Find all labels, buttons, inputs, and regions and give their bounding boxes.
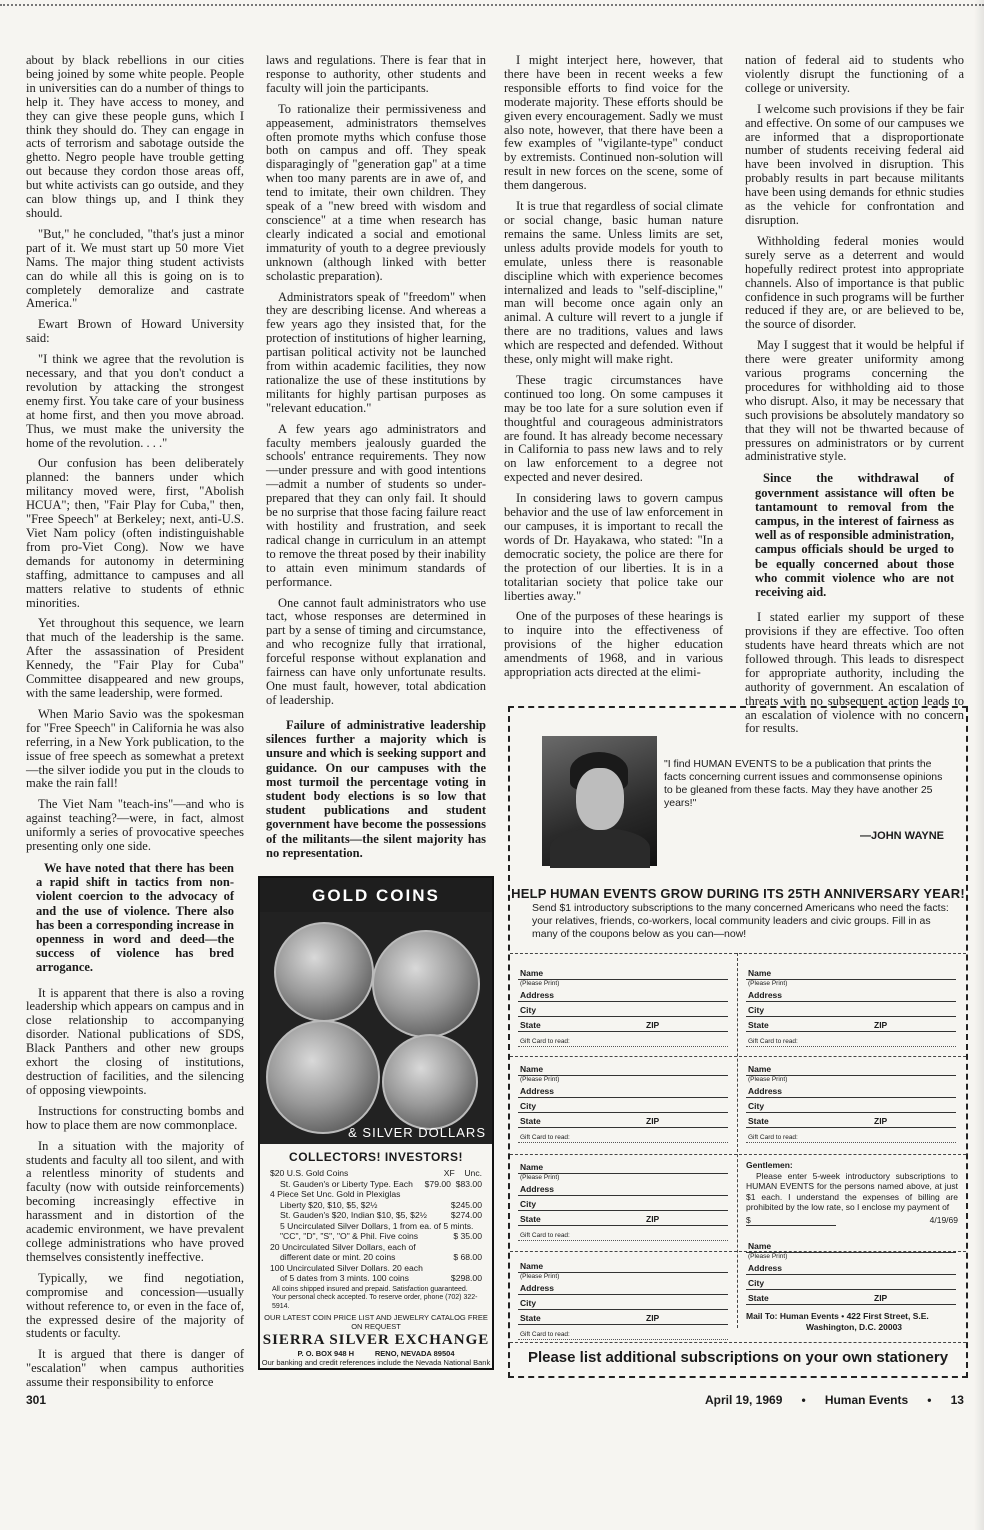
name-label: Name [520, 1261, 544, 1271]
price-label: "CC", "D", "S", "O" & Phil. Five coins [280, 1231, 419, 1241]
gift-card-field[interactable] [518, 1228, 728, 1241]
subscription-coupon [508, 706, 968, 1378]
price-label: 100 Uncirculated Silver Dollars. 20 each [270, 1262, 423, 1273]
coin-icon [372, 930, 480, 1038]
price-value: $79.00 $83.00 [424, 1178, 482, 1189]
coupon-divider [510, 953, 966, 954]
city-label: City [520, 1298, 537, 1308]
state-field[interactable] [518, 1114, 728, 1128]
price-line [260, 1242, 492, 1253]
mail-to-line: Mail To: Human Events • 422 First Street, S.E. [746, 1311, 929, 1321]
payment-amount-field[interactable]: $ [746, 1215, 836, 1227]
price-value: $298.00 [450, 1273, 482, 1283]
address-label: Address [748, 1263, 783, 1273]
paragraph: laws and regulations. There is fear that in response to authority, other students and faculty will join the participants. [266, 53, 486, 95]
paragraph: nation of federal aid to students who violently disrupt the functioning of a college or university. [745, 53, 964, 95]
please-print-label: (Please Print) [748, 980, 788, 987]
running-footer [705, 1393, 964, 1407]
paragraph: Ewart Brown of Howard University said: [26, 317, 244, 346]
ad-address: P. O. BOX 948 H RENO, NEVADA 89504 [297, 1349, 455, 1358]
price-line [260, 1168, 492, 1179]
page-number: 301 [26, 1393, 47, 1407]
ad-company: SIERRA SILVER EXCHANGE [262, 1332, 490, 1348]
ad-subtitle: & SILVER DOLLARS [348, 1125, 486, 1140]
testimonial-quote: "I find HUMAN EVENTS to be a publication that prints the facts concerning current issues and commonsense opinions to be gleaned from these facts. May they have another 25 years!" [664, 758, 943, 809]
photo-shoulders [550, 828, 650, 868]
city-field[interactable] [518, 1296, 728, 1310]
column-2-pullquote [266, 718, 486, 860]
state-field[interactable] [518, 1018, 728, 1032]
paragraph: I stated earlier my support of these provisions if they are effective. Too often students have heard threats which are not followed through. This leads to disrespect for appropriate authority, including the authority of government. An escalation of threats with no subsequent action leads to an escalation of violence with no concern for results. [745, 610, 964, 736]
price-line [260, 1231, 492, 1242]
city-field[interactable] [518, 1099, 728, 1113]
testimonial-author: —JOHN WAYNE [860, 830, 944, 842]
ad-fineprint: All coins shipped insured and prepaid. Satisfaction guaranteed. Your personal check accepted. To reserve order, phone (702) 322-5914. [272, 1285, 478, 1310]
zip-label: ZIP [874, 1293, 888, 1303]
address-label: Address [748, 990, 783, 1000]
coins-photo [260, 912, 492, 1144]
please-print-label: (Please Print) [748, 1253, 788, 1260]
paragraph: It is true that regardless of social climate or social change, basic human nature remains the same. Unless limits are set, unless adults provide models for youth to emulate, unless there is reasonable discipline which with experience becomes internalized and leads to "self-discipline," man will become once again only an animal. A culture will revert to a jungle if there are no traditions, values and laws which are respected and defended. Without these, only might will make right. [504, 199, 723, 367]
subscription-form [518, 1259, 728, 1340]
column-3 [504, 54, 723, 687]
address-field[interactable] [746, 1084, 956, 1098]
paragraph: about by black rebellions in our cities being joined by some white people. People in universities can do a number of things to help it. They have access to money, and they can give these people guns, which I think they should do. They can engage in acts of terrorism and sabotage outside the ghetto. Negro people have trouble getting out because they cordon those areas off, but white activists can go outside, and they can blow things up, and I think they should. [26, 53, 244, 220]
coupon-headline: HELP HUMAN EVENTS GROW DURING ITS 25TH ANNIVERSARY YEAR! [511, 886, 965, 901]
coin-icon [382, 1034, 478, 1130]
gift-card-label: Gift Card to read: [520, 1232, 570, 1239]
gift-card-label: Gift Card to read: [520, 1134, 570, 1141]
name-label: Name [520, 1162, 544, 1172]
address-field[interactable] [518, 988, 728, 1002]
paragraph: Administrators speak of "freedom" when they are describing license. And whereas a few years ago they insisted that, for the protection of institutions of higher learning, partisan political activity not be launched from within academic facilities, they now rationalize the use of these institutions by militants for highly partisan purposes as "relevant education." [266, 289, 486, 415]
subscription-form [746, 966, 956, 1047]
paragraph: One cannot fault administrators who use tact, whose responses are determined in part by a sense of timing and circumstance, and who recognize fully that irrational, forceful response without explanation and fairness can have only unfortunate results. One must fault, however, total abdication of leadership. [266, 595, 486, 707]
state-label: State [748, 1116, 769, 1126]
payment-row [746, 1215, 958, 1227]
coupon-divider [510, 1342, 966, 1343]
column-2 [266, 54, 486, 715]
please-print-label: (Please Print) [520, 1273, 560, 1280]
gold-coins-advertisement [258, 876, 494, 1370]
subscription-form [518, 1062, 728, 1143]
state-label: State [520, 1116, 541, 1126]
right-page-number: 13 [950, 1393, 964, 1407]
price-value: $274.00 [450, 1210, 482, 1220]
ad-catalog: OUR LATEST COIN PRICE LIST AND JEWELRY CATALOG FREE ON REQUEST [264, 1313, 488, 1331]
please-print-label: (Please Print) [520, 1076, 560, 1083]
state-field[interactable] [746, 1114, 956, 1128]
price-value: $ 35.00 [453, 1231, 482, 1241]
paragraph: A few years ago administrators and faculty members jealously guarded the schools' entrance requirements. They now—under pressure and with good intentions—admit a number of students so under-prepared that they can only fail. It should be no surprise that those facing failure react with hostility and frustration, and seek radical change in curriculum in an attempt to remove the threat posed by their inability to attain even minimum standards of performance. [266, 421, 486, 589]
paragraph: Instructions for constructing bombs and how to place them are now commonplace. [26, 1103, 244, 1132]
ad-bank: Our banking and credit references include the Nevada National Bank [261, 1358, 491, 1367]
gift-card-label: Gift Card to read: [748, 1038, 798, 1045]
coupon-divider [510, 1154, 966, 1155]
gift-card-field[interactable] [518, 1327, 728, 1340]
page-edge-shadow [974, 0, 984, 1530]
top-rule [0, 4, 984, 6]
please-print-label: (Please Print) [520, 980, 560, 987]
please-print-label: (Please Print) [748, 1076, 788, 1083]
state-field[interactable] [746, 1291, 956, 1305]
price-label: of 5 dates from 3 mints. 100 coins [280, 1273, 409, 1283]
state-field[interactable] [518, 1212, 728, 1226]
name-field[interactable] [746, 966, 956, 980]
price-label: St. Gauden's $20, Indian $10, $5, $2½ [280, 1210, 427, 1220]
name-label: Name [520, 968, 544, 978]
address-label: Address [748, 1086, 783, 1096]
zip-label: ZIP [874, 1116, 888, 1126]
state-label: State [520, 1020, 541, 1030]
coupon-subhead: Send $1 introductory subscriptions to the many concerned Americans who need the facts: your relatives, friends, co-workers, local community leaders and civic groups. Fill in as many of the coupons below as you can—now! [532, 902, 949, 940]
price-value: XF Unc. [443, 1168, 482, 1178]
bullet: • [801, 1393, 806, 1407]
paragraph: "I think we agree that the revolution is necessary, and that you don't conduct a revolution by attacking the strongest enemy first. You take care of your business at home first, and then you move abroad. Thus, we must make the university the home of the revolution. . . ." [26, 352, 244, 450]
zip-label: ZIP [874, 1020, 888, 1030]
price-value: $ 68.00 [453, 1252, 482, 1262]
address-field[interactable] [746, 988, 956, 1002]
order-note [746, 1160, 958, 1226]
paragraph: Yet throughout this sequence, we learn that much of the leadership is the same. After the assassination of President Kennedy, the "Fair Play for Cuba" Committee disappeared and new groups, with the same leadership, were formed. [26, 616, 244, 700]
state-label: State [748, 1293, 769, 1303]
coin-icon [266, 1020, 380, 1134]
coupon-divider-vertical [737, 953, 738, 1328]
subscription-form [746, 1062, 956, 1143]
price-label: different date or mint. 20 coins [280, 1252, 396, 1262]
city-field[interactable] [518, 1197, 728, 1211]
price-line [260, 1273, 492, 1284]
price-value: $245.00 [450, 1199, 482, 1210]
paragraph: The Viet Nam "teach-ins"—and who is against teaching?—were, in fact, almost uniformly a series of provocative speeches presenting only one side. [26, 797, 244, 854]
address-label: Address [520, 1086, 555, 1096]
state-label: State [520, 1214, 541, 1224]
address-label: Address [520, 1283, 555, 1293]
city-field[interactable] [746, 1099, 956, 1113]
gift-card-field[interactable] [746, 1130, 956, 1143]
city-label: City [520, 1199, 537, 1209]
city-label: City [748, 1278, 765, 1288]
state-label: State [520, 1313, 541, 1323]
paragraph: In a situation with the majority of students and faculty all too silent, and with a relentless minority of students and faculty (now with outside reinforcements) becoming increasingly effective in harassment and in distortion of the academic environment, we have prevalent college administrations who have proved themselves consistently ineffective. [26, 1138, 244, 1264]
subscription-form [746, 1239, 956, 1306]
zip-label: ZIP [646, 1116, 660, 1126]
price-label: 20 Uncirculated Silver Dollars, each of [270, 1241, 416, 1252]
subscription-form [518, 1160, 728, 1241]
city-field[interactable] [518, 1003, 728, 1017]
price-list [260, 1168, 492, 1284]
gift-card-label: Gift Card to read: [520, 1038, 570, 1045]
name-label: Name [520, 1064, 544, 1074]
column-4 [745, 54, 964, 743]
paragraph: One of the purposes of these hearings is to inquire into the effectiveness of provisions of the higher education amendments of 1968, and in various appropriation acts directed at the elimi- [504, 609, 723, 680]
please-print-label: (Please Print) [520, 1174, 560, 1181]
mail-to-city: Washington, D.C. 20003 [806, 1322, 903, 1332]
name-field[interactable] [518, 1160, 728, 1174]
paragraph: I welcome such provisions if they be fair and effective. On some of our campuses we are informed that a disproportionate number of students receiving federal aid have been involved in disruption. This probably results in part because militants have been using demands for ethnic studies as the vehicle for confrontation and disruption. [745, 101, 964, 227]
name-field[interactable] [518, 1062, 728, 1076]
city-label: City [748, 1101, 765, 1111]
price-label: 5 Uncirculated Silver Dollars, 1 from ea. of 5 mints. [280, 1220, 474, 1231]
paragraph: Typically, we find negotiation, compromise and concession—usually without reference to, or even in the face of, the expressed desire of the majority of students or faculty. [26, 1270, 244, 1341]
ad-title: GOLD COINS [260, 878, 492, 912]
name-field[interactable] [518, 966, 728, 980]
name-field[interactable] [746, 1062, 956, 1076]
city-label: City [748, 1005, 765, 1015]
address-label: Address [520, 1184, 555, 1194]
pull-quote: We have noted that there has been a rapid shift in tactics from non-violent coercion to the advocacy of and the use of violence. There also has been a corresponding increase in openness in word and deed—the success of violence has bred arrogance. [36, 860, 234, 975]
state-field[interactable] [746, 1018, 956, 1032]
name-label: Name [748, 1241, 772, 1251]
city-field[interactable] [746, 1276, 956, 1290]
photo-face [576, 768, 624, 830]
address-field[interactable] [518, 1084, 728, 1098]
paragraph: When Mario Savio was the spokesman for "Free Speech" in California he was also referring, in a New York publication, to the issue of free speech as somewhat a pretext—the silver iodide you put in the clouds to make the rain fall! [26, 706, 244, 791]
paragraph: To rationalize their permissiveness and appeasement, administrators themselves often promote myths which confuse those both on campus and off. They speak disparagingly of "generation gap" at a time when too many parents are in awe of, and tend to imitate, their own children. They speak of a "new breed with wisdom and conscience" at a time when research has clearly indicated a social and emotional immaturity of youth to a degree previously unknown (although linked with better scholastic preparation). [266, 101, 486, 283]
bullet: • [927, 1393, 932, 1407]
subscription-form [518, 966, 728, 1047]
price-line [260, 1252, 492, 1263]
name-label: Name [748, 968, 772, 978]
paragraph: I might interject here, however, that there have been in recent weeks a few responsible efforts to find voice for the moderate majority. These efforts should be given every encouragement. Sadly we must also note, however, that there have been a few examples of "vigilante-type" conduct by extremists. Continued non-solution will result in new forces on the scene, some of them dangerous. [504, 53, 723, 193]
address-field[interactable] [746, 1261, 956, 1275]
paragraph: It is apparent that there is also a roving leadership which appears on campus and in close relationship to accompanying disorder. National publications of SDS, Black Panthers and other new groups exhort the closing of institutions, destruction of facilities, and the silencing of opposing viewpoints. [26, 985, 244, 1097]
price-line [260, 1221, 492, 1232]
city-field[interactable] [746, 1003, 956, 1017]
price-line [260, 1263, 492, 1274]
paragraph: It is argued that there is danger of "escalation" when campus authorities assume their responsibility to enforce [26, 1347, 244, 1390]
pull-quote: Since the withdrawal of government assistance will often be tantamount to removal from the campus, in the interest of fairness as well as of responsible administration, campus officials should be urged to be equally concerned about those who commit violence who are not receiving aid. [755, 471, 954, 599]
state-label: State [748, 1020, 769, 1030]
price-line [260, 1200, 492, 1211]
mail-to-address [746, 1311, 958, 1333]
order-text: Please enter 5-week introductory subscriptions to HUMAN EVENTS for the persons named above, at just $1 each. I understand the expenses of billing are prohibited by the low rate, so I enclose my payment of [746, 1170, 958, 1212]
paragraph: "But," he concluded, "that's just a minor part of it. We must start up 50 more Viet Nams. The major thing student activists can do while all this is going on is to completely demoralize and castrate America." [26, 226, 244, 311]
john-wayne-photo [542, 736, 657, 866]
name-field[interactable] [746, 1239, 956, 1253]
order-date: 4/19/69 [929, 1214, 958, 1225]
gift-card-label: Gift Card to read: [748, 1134, 798, 1141]
price-line [260, 1179, 492, 1190]
name-field[interactable] [518, 1259, 728, 1273]
zip-label: ZIP [646, 1020, 660, 1030]
price-label: 4 Piece Set Unc. Gold in Plexiglas [270, 1189, 401, 1199]
price-label: $20 U.S. Gold Coins [270, 1168, 349, 1178]
zip-label: ZIP [646, 1313, 660, 1323]
address-label: Address [520, 990, 555, 1000]
column-1 [26, 54, 244, 1397]
coupon-footer: Please list additional subscriptions on your own stationery [527, 1349, 949, 1366]
paragraph: In considering laws to govern campus behavior and the use of law enforcement in our campuses, it is important to recall the words of Dr. Hayakawa, who stated: "In a democratic society, the police are there for the protection of our liberties. It is in a totalitarian society that police take our liberties away." [504, 491, 723, 603]
publication-name: Human Events [824, 1393, 909, 1407]
coupon-divider [510, 1056, 966, 1057]
zip-label: ZIP [646, 1214, 660, 1224]
state-field[interactable] [518, 1311, 728, 1325]
pull-quote: Failure of administrative leadership silences further a majority which is unsure and which is seeking support and guidance. On our campuses with the most turmoil the percentage voting in student body elections is so low that student publications and student government have become the possessions of the militants—the silent majority has no representation. [266, 718, 486, 860]
paragraph: These tragic circumstances have continued too long. On some campuses it may be too late for a sure solution even if thoughtful and courageous administrators are found. It has already become necessary in California to pass new laws and to rely on law enforcement to a degree not expected and never desired. [504, 372, 723, 485]
coin-icon [274, 922, 374, 1022]
city-label: City [520, 1101, 537, 1111]
order-greeting: Gentlemen: [746, 1160, 793, 1170]
address-field[interactable] [518, 1182, 728, 1196]
price-label: Liberty $20, $10, $5, $2½ [280, 1199, 378, 1210]
ad-collectors-heading: COLLECTORS! INVESTORS! [289, 1150, 463, 1164]
gift-card-field[interactable] [518, 1034, 728, 1047]
paragraph: Withholding federal monies would surely serve as a deterrent and would hopefully redirect protest into appropriate channels. Also of importance is that public confidence in such programs will be further reduced if they are, or are believed to be, the source of disorder. [745, 233, 964, 332]
price-line [260, 1189, 492, 1200]
price-label: St. Gauden's or Liberty Type. Each [280, 1178, 413, 1189]
name-label: Name [748, 1064, 772, 1074]
gift-card-label: Gift Card to read: [520, 1331, 570, 1338]
address-field[interactable] [518, 1281, 728, 1295]
paragraph: May I suggest that it would be helpful if there were greater uniformity among various programs concerning the procedures for withholding aid to those who disrupt. Also, it may be necessary that such provisions be absolutely mandatory so that they will not be thwarted because of pressures on administrators or by current administrative style. [745, 338, 964, 464]
gift-card-field[interactable] [518, 1130, 728, 1143]
issue-date: April 19, 1969 [705, 1393, 783, 1407]
price-line [260, 1210, 492, 1221]
gift-card-field[interactable] [746, 1034, 956, 1047]
city-label: City [520, 1005, 537, 1015]
paragraph: Our confusion has been deliberately planned: the banners under which militancy moved were, first, "Abolish HCUA"; then, "Fair Play for Cuba," then, "Free Speech" at Berkeley; next, anti-U.S. Viet Nam policy (often indistinguishable from pro-Viet Cong). Now we have demands for autonomy in determining staffing, admittance to campuses and all matters relative to students of ethnic minorities. [26, 456, 244, 610]
